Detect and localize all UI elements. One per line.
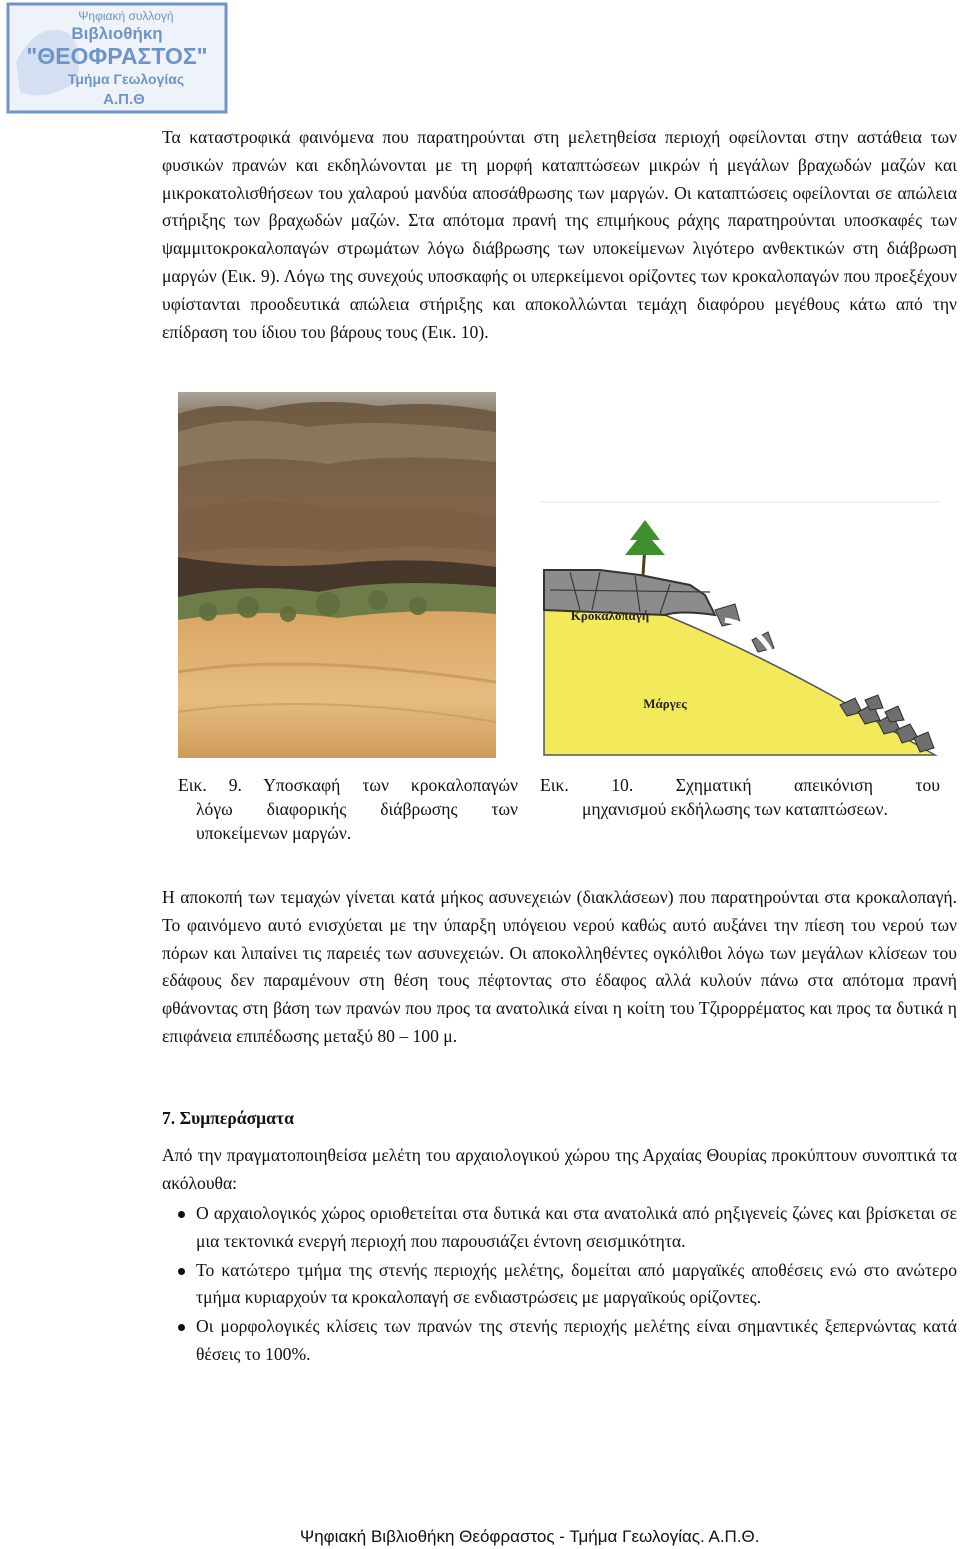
stamp-line-5: Α.Π.Θ: [103, 91, 145, 108]
conclusions-list: [162, 1200, 957, 1370]
list-item: [162, 1200, 957, 1256]
paragraph-block-detachment: Η αποκοπή των τεμαχών γίνεται κατά μήκος ασυνεχειών (διακλάσεων) που παρατηρούνται στα κροκαλοπαγή. Το φαινόμενο αυτό ενισχύεται με την ύπαρξη υπόγειου νερού καθώς αυτό αυξάνει την πίεση του νερού των πόρων και λιπαίνει τις παρειές των ασυνεχειών. Οι αποκολληθέντες ογκόλιθοι λόγω των μεγάλων κλίσεων του εδάφους δεν παραμένουν στη θέση τους πέφτοντας στο έδαφος αλλά κυλούν πάνω στα απότομα πρανή φθάνοντας στη βάση των πρανών που προς τα ανατολικά είναι η κοίτη του Τζιρορρέματος και προς τα δυτικά η επιφάνεια επιπέδωσης μεταξύ 80 – 100 μ.: [162, 887, 957, 1046]
stamp-line-3: "ΘΕΟΦΡΑΣΤΟΣ": [26, 43, 208, 69]
figure9-caption-rest: λόγω διαφορικής διάβρωσης των υποκείμενων μαργών.: [196, 799, 518, 843]
figure10-caption-first: Εικ. 10. Σχηματική απεικόνιση του: [540, 775, 940, 795]
list-item: [162, 1257, 957, 1313]
list-item-text: Οι μορφολογικές κλίσεις των πρανών της στενής περιοχής μελέτης είναι σημαντικές ξεπερνώντας κατά θέσεις το 100%.: [196, 1316, 957, 1364]
list-item-text: Το κατώτερο τμήμα της στενής περιοχής μελέτης, δομείται από μαργαϊκές αποθέσεις ενώ στο ανώτερο τμήμα κυριαρχούν τα κροκαλοπαγή σε ενδιαστρώσεις με μαργαϊκούς ορίζοντες.: [196, 1259, 957, 1308]
figure10-caption: [540, 773, 940, 821]
stamp-line-4: Τμήμα Γεωλογίας: [67, 71, 185, 87]
outcrop-photo: [178, 392, 496, 758]
figure9-caption: [178, 773, 518, 845]
label-conglomerate: Κροκαλοπαγή: [570, 608, 650, 623]
label-marls: Μάργες: [643, 696, 687, 711]
figure9-caption-first: Εικ. 9. Υποσκαφή των κροκαλοπαγών: [178, 775, 518, 795]
section-heading-conclusions: 7. Συμπεράσματα: [162, 1108, 294, 1128]
figure10-caption-rest: μηχανισμού εκδήλωσης των καταπτώσεων.: [582, 799, 888, 819]
marl-layer: [544, 610, 935, 755]
bullet-icon: [178, 1211, 185, 1218]
page-footer: Ψηφιακή Βιβλιοθήκη Θεόφραστος - Τμήμα Γεωλογίας. Α.Π.Θ.: [300, 1527, 760, 1546]
list-item: [162, 1313, 957, 1369]
paragraph-conclusions-intro: Από την πραγματοποιηθείσα μελέτη του αρχαιολογικού χώρου της Αρχαίας Θουρίας προκύπτουν συνοπτικά τα ακόλουθα:: [162, 1145, 957, 1193]
stamp-line-1: Ψηφιακή συλλογή: [78, 9, 174, 23]
bullet-icon: [178, 1268, 185, 1275]
library-stamp: [6, 2, 228, 114]
paragraph-rockfall-causes: Τα καταστροφικά φαινόμενα που παρατηρούνται στη μελετηθείσα περιοχή οφείλονται στην αστάθεια των φυσικών πρανών και εκδηλώνονται με τη μορφή καταπτώσεων μικρών ή μεγάλων βραχωδών μαζών και μικροκατολισθήσεων του χαλαρού μανδύα αποσάθρωσης των μαργών. Οι καταπτώσεις οφείλονται σε απώλεια στήριξης των βραχωδών μαζών. Στα απότομα πρανή της επιμήκους ράχης παρατηρούνται υποσκαφές των ψαμμιτοκροκαλοπαγών στρωμάτων λόγω διάβρωσης των υποκείμενων λιγότερο ανθεκτικών στη διάβρωση μαργών (Εικ. 9). Λόγω της συνεχούς υποσκαφής οι υπερκείμενοι ορίζοντες των κροκαλοπαγών που προεξέχουν υφίστανται προοδευτικά απώλεια στήριξης και αποκολλώνται τεμάχη διαφόρου μεγέθους κάτω από την επίδραση του ίδιου του βάρους τους (Εικ. 10).: [162, 127, 957, 342]
tree-icon: [625, 520, 665, 575]
list-item-text: Ο αρχαιολογικός χώρος οριοθετείται στα δυτικά και στα ανατολικά από ρηξιγενείς ζώνες και βρίσκεται σε μια τεκτονικά ενεργή περιοχή που παρουσιάζει έντονη σεισμικότητα.: [196, 1203, 957, 1251]
bullet-icon: [178, 1324, 185, 1331]
rockfall-mechanism-diagram: [540, 500, 940, 760]
stamp-line-2: Βιβλιοθήκη: [71, 24, 163, 43]
